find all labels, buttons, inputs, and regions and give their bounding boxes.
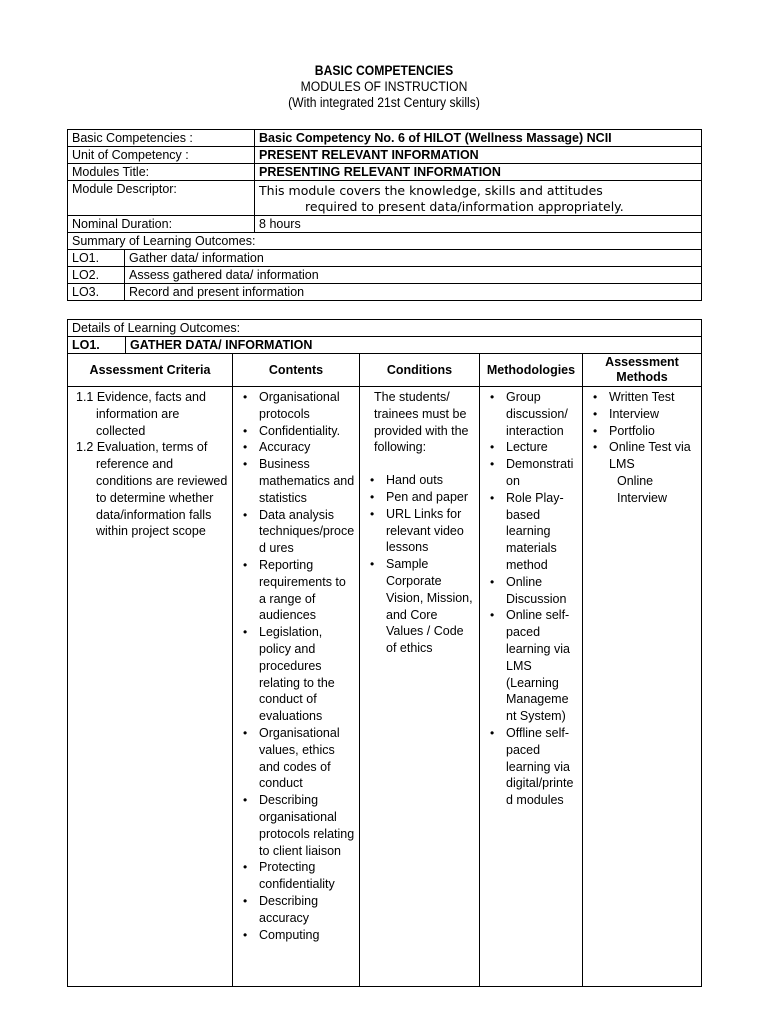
criteria-item: 1.1 Evidence, facts and information are collected	[76, 390, 206, 438]
table-row	[68, 233, 702, 250]
list-item: • Role Play-based learning materials method	[506, 490, 578, 574]
list-item: • Pen and paper	[386, 489, 475, 506]
list-item: • Business mathematics and statistics	[259, 456, 355, 506]
list-item: • Demonstrati on	[506, 456, 578, 490]
list-item: • Lecture	[506, 439, 578, 456]
list-item: • Data analysis techniques/proce d ures	[259, 507, 355, 557]
list-item: • Hand outs	[386, 472, 475, 489]
outcome-code: LO1.	[68, 250, 125, 267]
list-item: • Confidentiality.	[259, 423, 355, 440]
list-item: • Describing organisational protocols relating to client liaison	[259, 792, 355, 859]
table-row	[68, 216, 702, 233]
column-header-contents: Contents	[233, 354, 360, 387]
lo-title: GATHER DATA/ INFORMATION	[126, 337, 702, 354]
list-item: • Online Test via LMS	[609, 439, 697, 473]
criteria-cell	[68, 387, 233, 987]
list-item: • Describing accuracy	[259, 893, 355, 927]
descriptor-line: required to present data/information appropriately.	[305, 199, 624, 214]
descriptor-value	[255, 181, 702, 216]
table-row	[68, 250, 702, 267]
table-row	[68, 284, 702, 301]
column-header-conditions: Conditions	[360, 354, 480, 387]
document-note: (With integrated 21st Century skills)	[288, 95, 480, 110]
methods-extra: Online Interview	[617, 473, 668, 505]
column-header-methods: Assessment Methods	[583, 354, 702, 387]
list-item: • Protecting confidentiality	[259, 859, 355, 893]
learning-outcome-details-table	[67, 319, 702, 987]
module-title-label: Modules Title:	[68, 164, 255, 181]
outcome-text: Gather data/ information	[125, 250, 702, 267]
methodologies-list	[484, 389, 578, 809]
table-row	[68, 147, 702, 164]
basic-competencies-label: Basic Competencies :	[68, 130, 255, 147]
lo-code: LO1.	[68, 337, 126, 354]
outcome-code: LO2.	[68, 267, 125, 284]
competency-info-table	[67, 129, 702, 301]
criteria-item: 1.2 Evaluation, terms of reference and conditions are reviewed to determine whether data/information falls within project scope	[76, 440, 228, 539]
methodologies-cell	[480, 387, 583, 987]
duration-label: Nominal Duration:	[68, 216, 255, 233]
table-row	[68, 181, 702, 216]
list-item: • Computing	[259, 927, 355, 944]
list-item: • Organisational protocols	[259, 389, 355, 423]
methods-list	[587, 389, 697, 473]
module-title-value: PRESENTING RELEVANT INFORMATION	[255, 164, 702, 181]
details-label: Details of Learning Outcomes:	[68, 320, 702, 337]
contents-cell	[233, 387, 360, 987]
list-item: • Offline self-paced learning via digital/printe d modules	[506, 725, 578, 809]
summary-label: Summary of Learning Outcomes:	[68, 233, 702, 250]
conditions-intro: The students/ trainees must be provided with the following:	[374, 390, 469, 455]
list-item: • Online Discussion	[506, 574, 578, 608]
methods-cell	[583, 387, 702, 987]
conditions-list	[364, 472, 475, 657]
unit-label: Unit of Competency :	[68, 147, 255, 164]
list-item: • URL Links for relevant video lessons	[386, 506, 475, 556]
table-row	[68, 130, 702, 147]
descriptor-label: Module Descriptor:	[68, 181, 255, 216]
table-row	[68, 164, 702, 181]
document-header	[0, 62, 768, 111]
list-item: • Legislation, policy and procedures relating to the conduct of evaluations	[259, 624, 355, 725]
descriptor-line: This module covers the knowledge, skills and attitudes	[259, 183, 603, 198]
list-item: • Reporting requirements to a range of audiences	[259, 557, 355, 624]
table-row	[68, 267, 702, 284]
document-subtitle: MODULES OF INSTRUCTION	[300, 79, 468, 94]
list-item: • Sample Corporate Vision, Mission, and Core Values / Code of ethics	[386, 556, 475, 657]
list-item: • Written Test	[609, 389, 697, 406]
table-row	[68, 387, 702, 987]
outcome-text: Record and present information	[125, 284, 702, 301]
unit-value: PRESENT RELEVANT INFORMATION	[255, 147, 702, 164]
document-title: BASIC COMPETENCIES	[314, 63, 454, 78]
table-row	[68, 320, 702, 337]
table-row	[68, 337, 702, 354]
column-header-methodologies: Methodologies	[480, 354, 583, 387]
conditions-cell	[360, 387, 480, 987]
list-item: • Portfolio	[609, 423, 697, 440]
outcome-text: Assess gathered data/ information	[125, 267, 702, 284]
basic-competencies-value: Basic Competency No. 6 of HILOT (Wellness Massage) NCII	[255, 130, 702, 147]
column-header-criteria: Assessment Criteria	[68, 354, 233, 387]
list-item: • Organisational values, ethics and codes of conduct	[259, 725, 355, 792]
contents-list	[237, 389, 355, 943]
duration-value: 8 hours	[255, 216, 702, 233]
list-item: • Interview	[609, 406, 697, 423]
list-item: • Group discussion/ interaction	[506, 389, 578, 439]
list-item: • Online self-paced learning via LMS (Learning Manageme nt System)	[506, 607, 578, 725]
table-row	[68, 354, 702, 387]
list-item: • Accuracy	[259, 439, 355, 456]
outcome-code: LO3.	[68, 284, 125, 301]
